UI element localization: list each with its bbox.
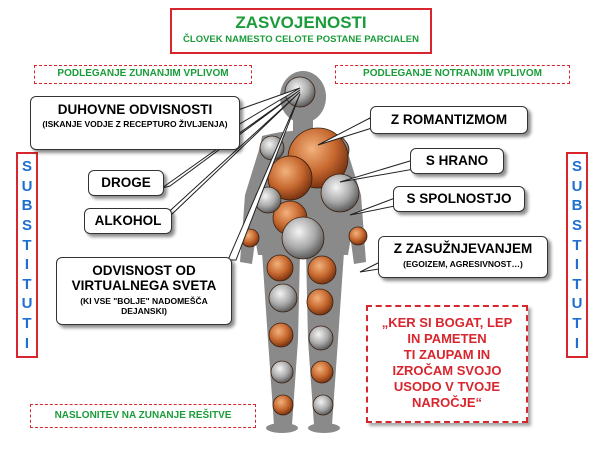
side-letter: U [21, 295, 33, 313]
side-letter: S [21, 217, 32, 235]
callout-virtualni-svet [56, 257, 232, 325]
callout-droge: DROGE [88, 170, 164, 196]
callout-spolnost: S SPOLNOSTJO [393, 186, 525, 212]
side-box-left [16, 152, 38, 358]
quote-box [366, 305, 528, 423]
side-letter: S [571, 217, 582, 235]
side-letter: S [571, 158, 582, 176]
side-letter: T [22, 236, 32, 254]
callout-sublabel: (KI VSE "BOLJE" NADOMEŠČA DEJANSKI) [80, 296, 208, 316]
side-letter: S [21, 158, 32, 176]
callout-label-line2: VIRTUALNEGA SVETA [71, 278, 217, 293]
side-letter: B [571, 197, 583, 215]
callout-label-line1: ODVISNOST OD [92, 263, 196, 278]
callout-hrana: S HRANO [410, 148, 504, 174]
quote-line: „KER SI BOGAT, LEP [381, 315, 513, 330]
header-left: PODLEGANJE ZUNANJIM VPLIVOM [34, 65, 252, 84]
side-letter: T [572, 315, 582, 333]
side-letter: I [24, 256, 30, 274]
title-box [170, 8, 432, 54]
quote-line: IZROČAM SVOJO [392, 363, 502, 378]
callout-sublabel: (EGOIZEM, AGRESIVNOST…) [403, 259, 523, 269]
callout-romantizem: Z ROMANTIZMOM [370, 106, 528, 134]
side-letter: T [22, 315, 32, 333]
side-letter: U [571, 177, 583, 195]
quote-line: TI ZAUPAM IN [403, 347, 491, 362]
side-letter: B [21, 197, 33, 215]
header-right: PODLEGANJE NOTRANJIM VPLIVOM [335, 65, 570, 84]
callout-label: Z ZASUŽNJEVANJEM [393, 241, 533, 256]
side-letter: T [572, 275, 582, 293]
quote-line: NAROČJE“ [411, 395, 483, 410]
side-letter: U [571, 295, 583, 313]
side-letter: I [574, 256, 580, 274]
callout-zasuznjevanje [378, 236, 548, 278]
callout-label: DUHOVNE ODVISNOSTI [57, 102, 213, 117]
quote-line: IN PAMETEN [407, 331, 487, 346]
page-subtitle: ČLOVEK NAMESTO CELOTE POSTANE PARCIALEN [183, 34, 419, 45]
callout-alkohol: ALKOHOL [84, 208, 172, 234]
side-letter: U [21, 177, 33, 195]
side-letter: I [574, 334, 580, 352]
side-letter: T [22, 275, 32, 293]
quote-line: USODO V TVOJE [393, 379, 501, 394]
side-letter: I [24, 334, 30, 352]
callout-sublabel: (ISKANJE VODJE Z RECEPTURO ŽIVLJENJA) [42, 119, 228, 129]
side-letter: T [572, 236, 582, 254]
bottom-note: NASLONITEV NA ZUNANJE REŠITVE [30, 404, 256, 428]
callout-duhovne-odvisnosti [30, 96, 240, 150]
side-box-right [566, 152, 588, 358]
page-title: ZASVOJENOSTI [235, 13, 367, 32]
